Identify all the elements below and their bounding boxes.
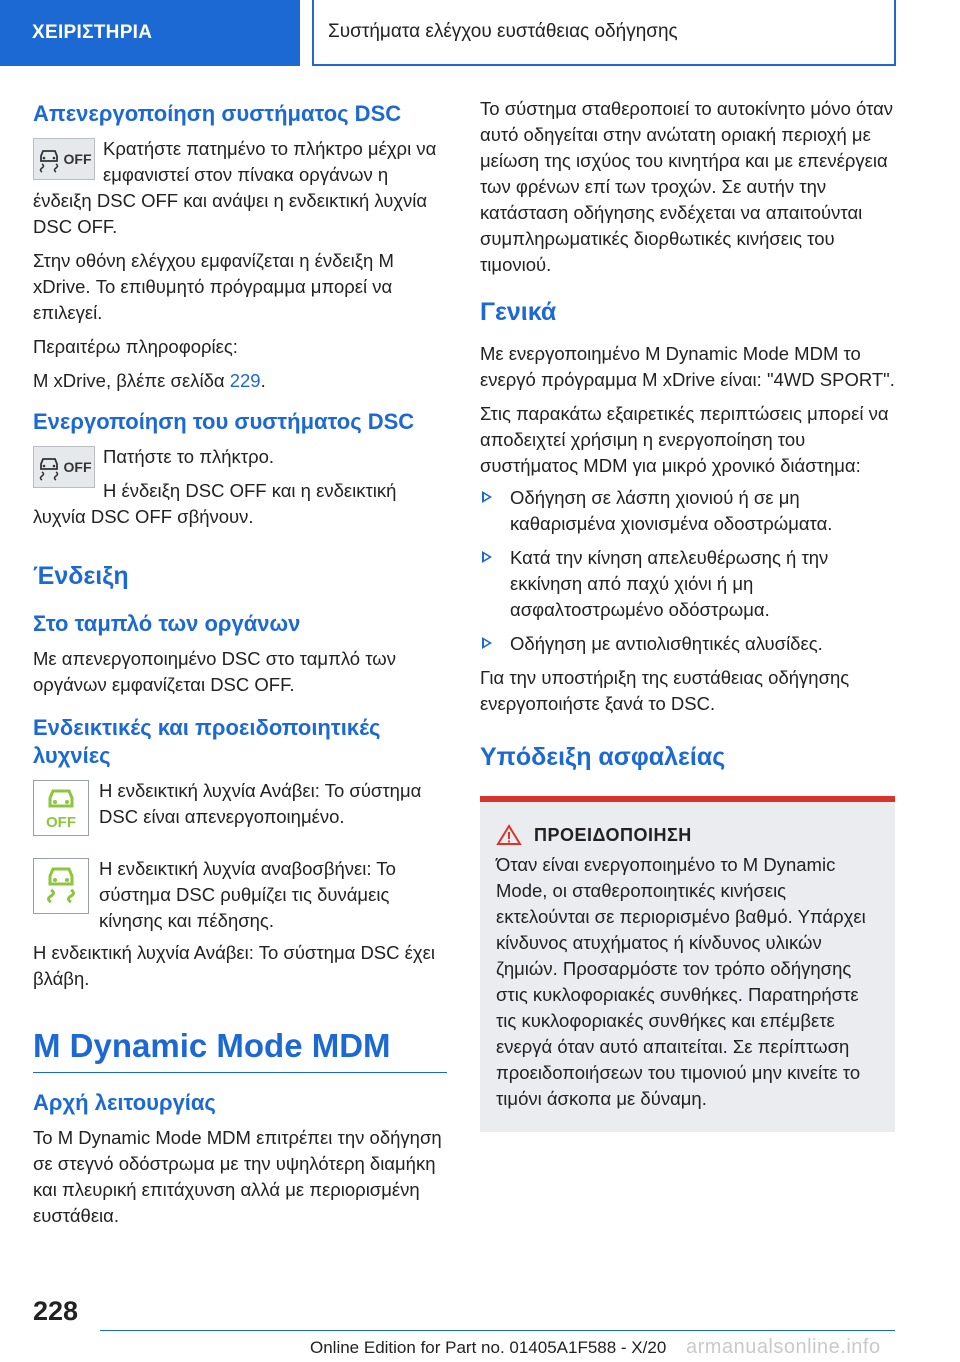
warning-triangle-icon: [496, 824, 522, 846]
warning-header: [488, 824, 877, 846]
triangle-bullet-icon: [482, 551, 492, 563]
car-skid-icon: [37, 453, 61, 481]
exception-list: [480, 485, 895, 657]
activate-dsc-heading: Ενεργοποίηση του συστήματος DSC: [33, 409, 415, 434]
off-label: OFF: [63, 151, 92, 167]
car-skid-icon: [37, 145, 61, 173]
mdm-heading-rule: [33, 1026, 447, 1073]
principle-text: Το M Dynamic Mode MDM επιτρέπει την οδήγηση σε στεγνό οδόστρωμα με την υψηλότερη διαμήκη και πλευρική επιτάχυνση αλλά με περιορισμένη ευστάθεια.: [33, 1127, 442, 1226]
warning-box: [480, 796, 895, 1132]
further-info-label: Περαιτέρω πληροφορίες:: [33, 336, 238, 357]
dsc-off-lamp-icon: [33, 780, 89, 836]
page-link[interactable]: 229: [229, 370, 261, 391]
dsc-off-button-icon-2: [33, 446, 95, 488]
lamps-heading: Ενδεικτικές και προειδοποιητικές λυχνίες: [33, 715, 381, 768]
general-text-2: Στις παρακάτω εξαιρετικές περιπτώσεις μπορεί να αποδειχτεί χρήσιμη η ενεργοποίηση του συστήματος MDM για μικρό χρονικό διάστημα:: [480, 403, 889, 476]
lamp-fault-text: Η ενδεικτική λυχνία Ανάβει: Το σύστημα DSC έχει βλάβη.: [33, 942, 435, 989]
warning-text: Όταν είναι ενεργοποιημένο το M Dynamic Mode, οι σταθεροποιητικές κινήσεις εκτελούνται σε περιορισμένο βαθμό. Υπάρχει κίνδυνος ατυχήματος ή κίνδυνος υλικών ζημιών. Προσαρμόστε τον τρόπο οδήγησης στις κυκλοφοριακές συνθήκες. Παρατηρήστε τις κυκλοφοριακές συνθήκες και επέμβετε ενεργά όταν αυτό απαιτείται. Σε περίπτωση προειδοποιήσεων του τιμονιού μην κινείτε το τιμόνι άσκοπα με δύναμη.: [496, 854, 866, 1109]
list-item: [480, 485, 895, 537]
lamp-off-block: [33, 778, 447, 842]
footer-rule: [100, 1330, 895, 1331]
chapter-tab[interactable]: ΧΕΙΡΙΣΤΗΡΙΑ: [0, 0, 300, 66]
edition-text: Online Edition for Part no. 01405A1F588 - X/20: [310, 1338, 667, 1357]
left-column: [33, 96, 447, 1229]
dsc-off-button-icon: [33, 138, 95, 180]
warning-title: ΠΡΟΕΙΔΟΠΟΙΗΣΗ: [534, 824, 692, 845]
indication-heading: Ένδειξη: [33, 562, 129, 590]
activate-dsc-block: [33, 444, 447, 530]
list-item-text: Οδήγηση με αντιολισθητικές αλυσίδες.: [510, 633, 823, 654]
safety-heading: Υπόδειξη ασφαλείας: [480, 743, 726, 771]
deactivate-dsc-text: Κρατήστε πατημένο το πλήκτρο μέχρι να εμφανιστεί στον πίνακα οργάνων η ένδειξη DSC OFF και ανάψει η ενδεικτική λυχνία DSC OFF.: [33, 138, 437, 237]
deactivate-dsc-text-2: Στην οθόνη ελέγχου εμφανίζεται η ένδειξη M xDrive. Το επιθυμητό πρόγραμμα μπορεί να επιλεγεί.: [33, 250, 394, 323]
dsc-lamp-icon: [33, 858, 89, 914]
general-text-3: Για την υποστήριξη της ευστάθειας οδήγησης ενεργοποιήστε ξανά το DSC.: [480, 667, 850, 714]
list-item: [480, 631, 895, 657]
watermark: armanualsonline.info: [686, 1336, 881, 1358]
triangle-bullet-icon: [482, 637, 492, 649]
general-text-1: Με ενεργοποιημένο M Dynamic Mode MDM το ενεργό πρόγραμμα M xDrive είναι: "4WD SPORT".: [480, 343, 895, 390]
page-header: [0, 0, 960, 66]
list-item-text: Κατά την κίνηση απελευθέρωσης ή την εκκίνηση από παχύ χιόνι ή μη ασφαλτοστρωμένο οδόστρωμα.: [510, 547, 829, 620]
reference-text: M xDrive, βλέπε σελίδα: [33, 370, 230, 391]
lamp-flash-block: [33, 856, 447, 934]
activate-dsc-text-2: Η ένδειξη DSC OFF και η ενδεικτική λυχνία DSC OFF σβήνουν.: [33, 480, 397, 527]
deactivate-dsc-block: [33, 136, 447, 240]
section-tab[interactable]: Συστήματα ελέγχου ευστάθειας οδήγησης: [312, 0, 896, 66]
lamp-flash-text: Η ενδεικτική λυχνία αναβοσβήνει: Το σύστημα DSC ρυθμίζει τις δυνάμεις κίνησης και πέδησης.: [99, 858, 396, 931]
lamp-off-text: Η ενδεικτική λυχνία Ανάβει: Το σύστημα DSC είναι απενεργοποιημένο.: [99, 780, 422, 827]
lamp-off-label: OFF: [46, 814, 76, 831]
instrument-cluster-text: Με απενεργοποιημένο DSC στο ταμπλό των οργάνων εμφανίζεται DSC OFF.: [33, 648, 396, 695]
page-reference: [33, 368, 447, 394]
principle-heading: Αρχή λειτουργίας: [33, 1090, 216, 1115]
list-item: [480, 545, 895, 623]
general-heading: Γενικά: [480, 298, 557, 326]
right-column: [480, 96, 895, 1132]
principle-text-cont: Το σύστημα σταθεροποιεί το αυτοκίνητο μόνο όταν αυτό οδηγείται στην ανώτατη οριακή περιοχή με μείωση της ισχύος του κινητήρα και με επενέργεια των φρένων επί των τροχών. Σε αυτήν την κατάσταση οδήγησης ενδέχεται να απαιτούνται συμπληρωματικές διορθωτικές κινήσεις του τιμονιού.: [480, 98, 894, 275]
list-item-text: Οδήγηση σε λάσπη χιονιού ή σε μη καθαρισμένα χιονισμένα οδοστρώματα.: [510, 487, 833, 534]
instrument-cluster-heading: Στο ταμπλό των οργάνων: [33, 611, 301, 636]
mdm-heading: M Dynamic Mode MDM: [33, 1027, 391, 1064]
page-number: 228: [33, 1296, 79, 1326]
activate-dsc-text-1: Πατήστε το πλήκτρο.: [103, 446, 275, 467]
off-label: OFF: [63, 459, 92, 475]
deactivate-dsc-heading: Απενεργοποίηση συστήματος DSC: [33, 101, 402, 126]
triangle-bullet-icon: [482, 491, 492, 503]
reference-suffix: .: [260, 370, 266, 391]
